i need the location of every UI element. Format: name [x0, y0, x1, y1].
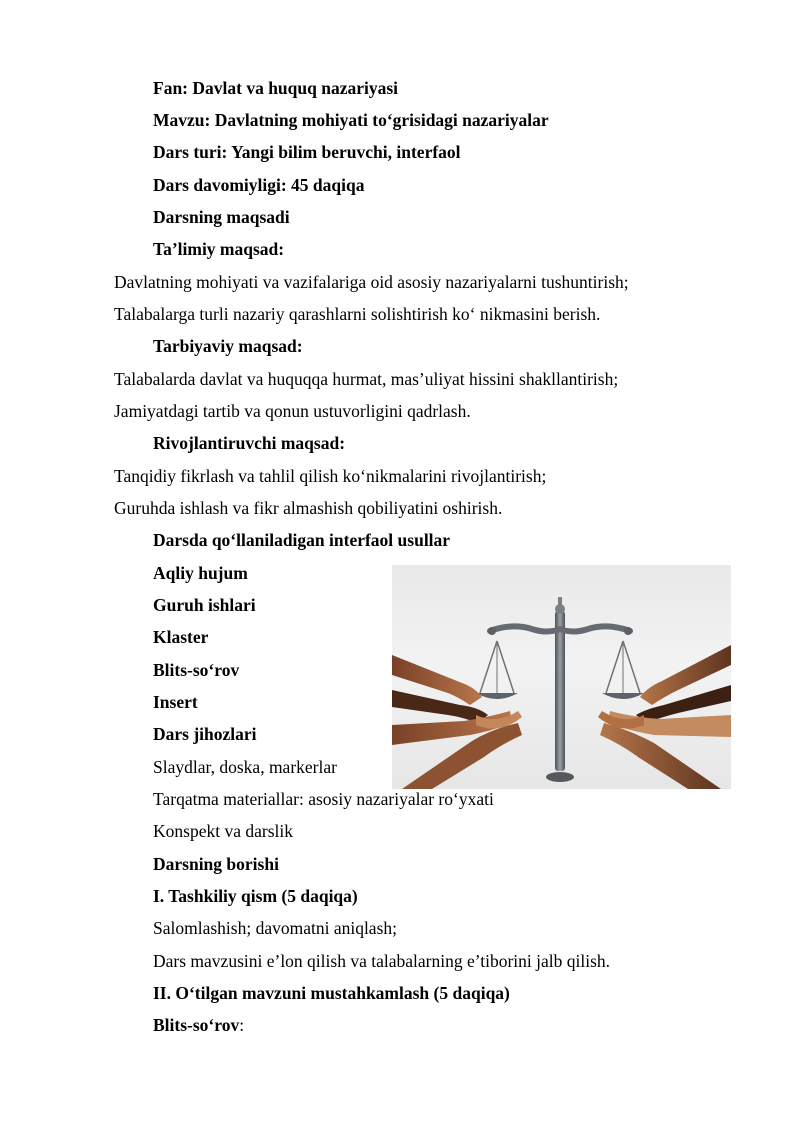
method-item: Guruh ishlari	[153, 595, 256, 615]
upbringing-goal-item: Talabalarda davlat va huquqqa hurmat, mas’uliyat hissini shakllantirish;	[114, 369, 619, 389]
educational-goal-item: Davlatning mohiyati va vazifalariga oid asosiy nazariyalarni tushuntirish;	[114, 272, 629, 292]
duration-line: Dars davomiyligi: 45 daqiqa	[153, 175, 365, 195]
developmental-goal-item: Guruhda ishlash va fikr almashish qobiliyatini oshirish.	[114, 498, 503, 518]
blitz-survey-colon: :	[239, 1015, 245, 1035]
part-1-item: Dars mavzusini e’lon qilish va talabalarning e’tiborini jalb qilish.	[153, 951, 611, 971]
topic-line: Mavzu: Davlatning mohiyati to‘grisidagi nazariyalar	[153, 110, 549, 130]
part-2-heading: II. O‘tilgan mavzuni mustahkamlash (5 daqiqa)	[153, 983, 510, 1003]
blitz-survey-label: Blits-so‘rov	[153, 1015, 240, 1035]
part-1-heading: I. Tashkiliy qism (5 daqiqa)	[153, 886, 358, 906]
educational-goal-heading: Ta’limiy maqsad:	[153, 239, 285, 259]
methods-heading: Darsda qo‘llaniladigan interfaol usullar	[153, 530, 451, 550]
right-hands-icon	[598, 645, 731, 789]
developmental-goal-item: Tanqidiy fikrlash va tahlil qilish ko‘nikmalarini rivojlantirish;	[114, 466, 547, 486]
upbringing-goal-item: Jamiyatdagi tartib va qonun ustuvorligini qadrlash.	[114, 401, 471, 421]
blitz-survey-line	[153, 1014, 244, 1036]
part-1-item: Salomlashish; davomatni aniqlash;	[153, 918, 398, 938]
method-item: Insert	[153, 692, 198, 712]
equipment-item: Tarqatma materiallar: asosiy nazariyalar ro‘yxati	[153, 789, 494, 809]
equipment-heading: Dars jihozlari	[153, 724, 257, 744]
upbringing-goal-heading: Tarbiyaviy maqsad:	[153, 336, 303, 356]
left-hands-icon	[392, 655, 522, 789]
subject-line: Fan: Davlat va huquq nazariyasi	[153, 78, 399, 98]
developmental-goal-heading: Rivojlantiruvchi maqsad:	[153, 433, 346, 453]
scale-icon	[476, 597, 644, 782]
lesson-flow-heading: Darsning borishi	[153, 854, 279, 874]
lesson-type-line: Dars turi: Yangi bilim beruvchi, interfaol	[153, 142, 461, 162]
equipment-item: Konspekt va darslik	[153, 821, 293, 841]
goal-heading: Darsning maqsadi	[153, 207, 290, 227]
method-item: Klaster	[153, 627, 209, 647]
method-item: Aqliy hujum	[153, 563, 248, 583]
method-item: Blits-so‘rov	[153, 660, 240, 680]
equipment-item: Slaydlar, doska, markerlar	[153, 757, 337, 777]
educational-goal-item: Talabalarga turli nazariy qarashlarni solishtirish ko‘ nikmasini berish.	[114, 304, 601, 324]
justice-scale-image	[392, 565, 731, 789]
